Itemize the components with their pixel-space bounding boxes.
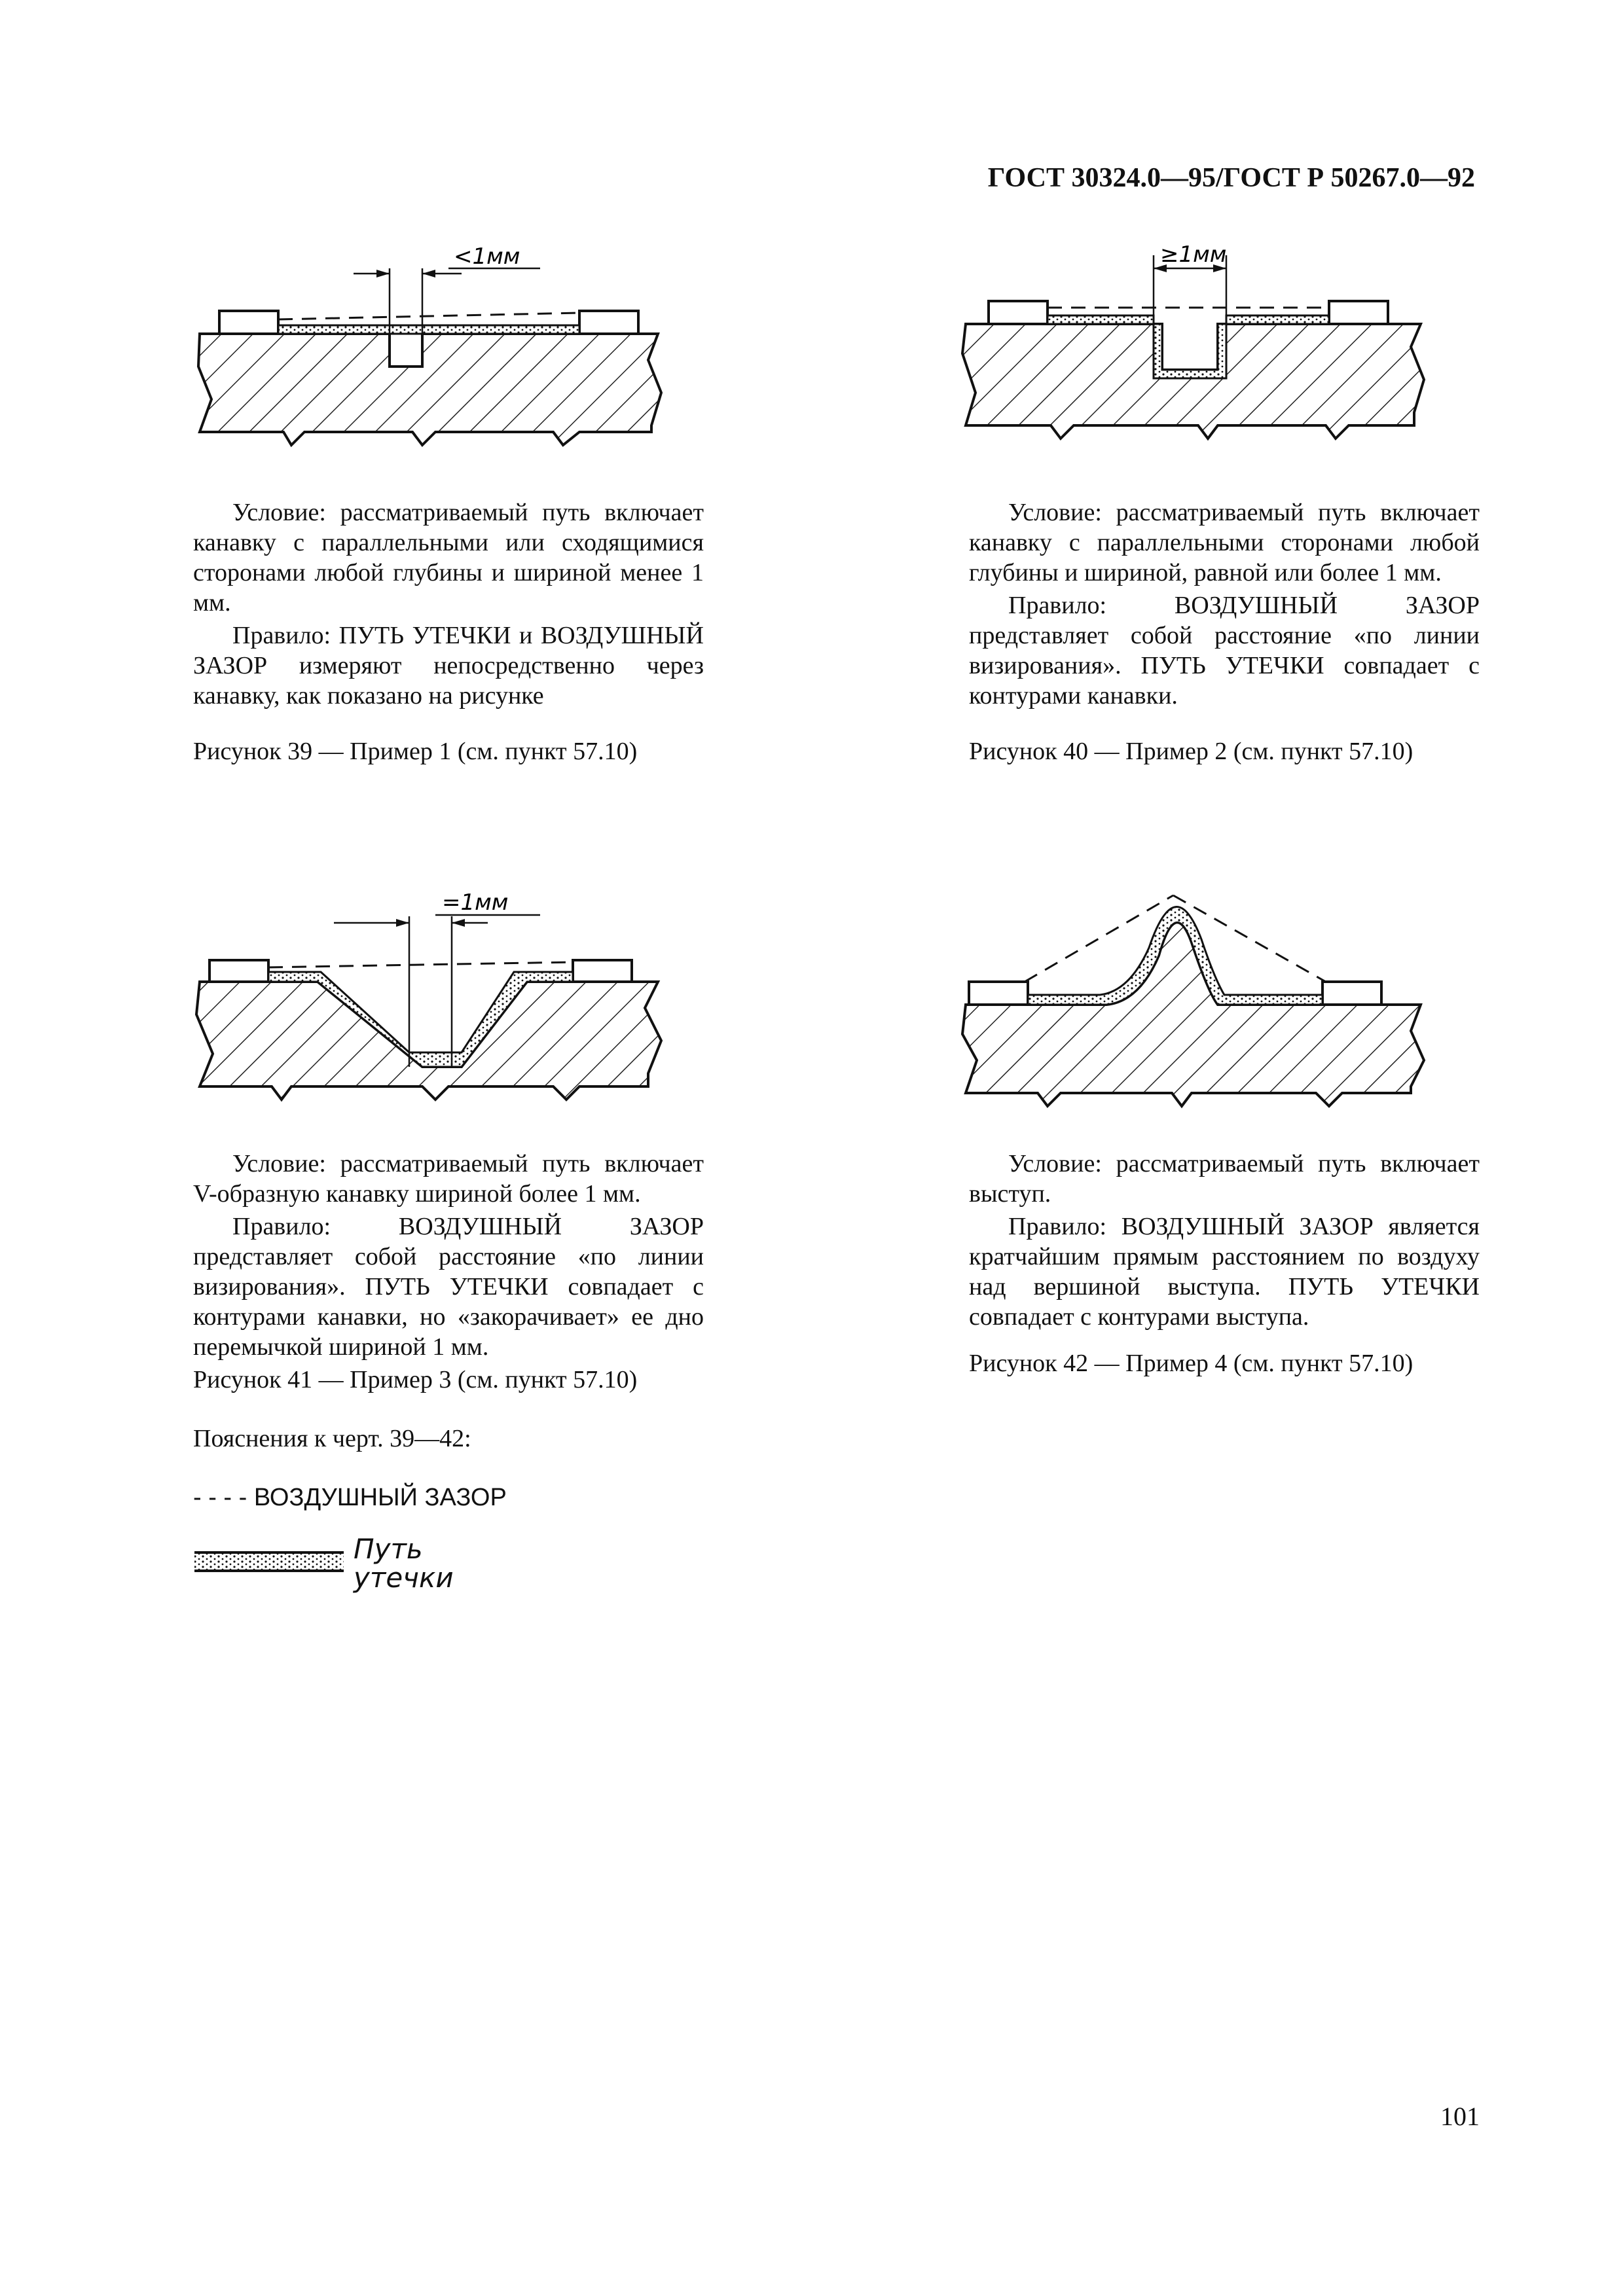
legend-leak-label [354, 1535, 454, 1592]
figure-39-text [193, 497, 704, 711]
figure-42-text [969, 1149, 1480, 1332]
figure-39-dimension: <1мм [454, 243, 520, 270]
figure-42-caption: Рисунок 42 — Пример 4 (см. пункт 57.10) [969, 1350, 1413, 1377]
figure-42-condition: Условие: рассматриваемый путь включает выступ. [969, 1150, 1480, 1208]
figure-41-condition: Условие: рассматриваемый путь включает V-образную канавку шириной более 1 мм. [193, 1150, 704, 1208]
legend-leak-path [193, 1533, 651, 1600]
figure-40-dimension: ≥1мм [1160, 242, 1227, 268]
figure-40-rule: Правило: ВОЗДУШНЫЙ ЗАЗОР представляет собой расстояние «по линии визирования». ПУТЬ УТЕЧКИ совпадает с контурами канавки. [969, 592, 1480, 709]
page-number: 101 [1440, 2102, 1480, 2131]
legend-leak-line2: утечки [354, 1562, 454, 1594]
figure-41-text [193, 1149, 704, 1362]
figure-41-rule: Правило: ВОЗДУШНЫЙ ЗАЗОР представляет собой расстояние «по линии визирования». ПУТЬ УТЕЧКИ совпадает с контурами канавки, но «закорачивает» ее дно перемычкой шириной 1 мм. [193, 1213, 704, 1361]
figure-41-drawing [187, 877, 684, 1113]
legend-leak-line1: Путь [354, 1533, 423, 1565]
figure-39-condition: Условие: рассматриваемый путь включает канавку с параллельными или сходящимися сторонами любой глубины и шириной менее 1 мм. [193, 499, 704, 617]
figure-41-caption: Рисунок 41 — Пример 3 (см. пункт 57.10) [193, 1366, 638, 1393]
figure-41-dimension: =1мм [442, 889, 509, 916]
leak-path-swatch [193, 1545, 350, 1584]
figure-39-rule: Правило: ПУТЬ УТЕЧКИ и ВОЗДУШНЫЙ ЗАЗОР измеряют непосредственно через канавку, как показано на рисунке [193, 622, 704, 709]
notes-title: Пояснения к черт. 39—42: [193, 1425, 471, 1452]
figure-40-condition: Условие: рассматриваемый путь включает канавку с параллельными сторонами любой глубины и шириной, равной или более 1 мм. [969, 499, 1480, 586]
legend-air-gap: - - - - ВОЗДУШНЫЙ ЗАЗОР [193, 1484, 507, 1511]
figure-40-text [969, 497, 1480, 711]
document-header: ГОСТ 30324.0—95/ГОСТ Р 50267.0—92 [987, 163, 1475, 193]
figure-39-caption: Рисунок 39 — Пример 1 (см. пункт 57.10) [193, 738, 638, 765]
figure-42-rule: Правило: ВОЗДУШНЫЙ ЗАЗОР является кратчайшим прямым расстоянием по воздуху над вершиной выступа. ПУТЬ УТЕЧКИ совпадает с контурами выступа. [969, 1213, 1480, 1331]
figure-39-drawing [187, 242, 697, 458]
figure-40-drawing [949, 242, 1467, 458]
figure-42-drawing [949, 877, 1467, 1113]
figure-40-caption: Рисунок 40 — Пример 2 (см. пункт 57.10) [969, 738, 1413, 765]
